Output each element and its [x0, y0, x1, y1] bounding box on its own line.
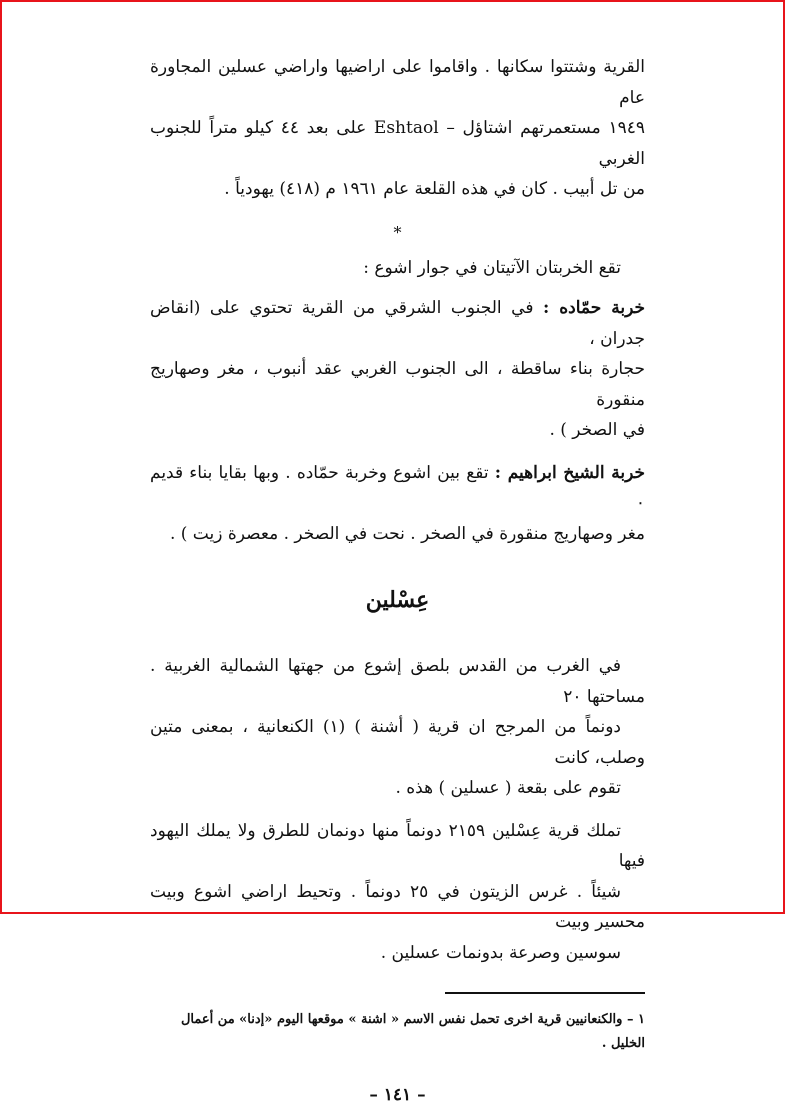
text-line: ١٩٤٩ مستعمرتهم اشتاؤل – Eshtaol على بعد ٤٤ كيلو متراً للجنوب الغربي	[150, 118, 645, 169]
ruin-heading: خربة الشيخ ابراهيم :	[494, 462, 646, 483]
section-paragraph	[150, 651, 645, 804]
text-line	[150, 458, 645, 519]
text-line: تقوم على بقعة ( عسلين ) هذه .	[395, 778, 621, 798]
text-line: من تل أبيب . كان في هذه القلعة عام ١٩٦١ م (٤١٨) يهودياً .	[224, 179, 645, 199]
page-number: – ١٤١ –	[369, 1085, 426, 1105]
text-line: دونماً من المرجح ان قرية ( أشنة ) (١) الكنعانية ، بمعنى متين وصلب، كانت	[150, 717, 645, 768]
ruin-entry-sheikh-ibrahim	[150, 458, 645, 550]
section-separator: *	[393, 222, 402, 242]
text-line: شيئاً . غرس الزيتون في ٢٥ دونماً . وتحيط اراضي اشوع وبيت محسير وبيت	[150, 881, 645, 932]
text-line: سوسين وصرعة بدونمات عسلين .	[380, 942, 621, 963]
footnote-line: ١ – والكنعانيين قرية اخرى تحمل نفس الاسم « اشنة » موقعها اليوم «إدنا» من أعمال	[180, 1012, 645, 1027]
ruin-entry-hammada	[150, 293, 645, 446]
footnote	[150, 1008, 645, 1056]
text-line	[150, 293, 645, 354]
document-page	[150, 52, 645, 1111]
ruins-intro: تقع الخربتان الآتيتان في جوار اشوع :	[363, 257, 621, 278]
ruin-text: في الجنوب الشرقي من القرية تحتوي على (انقاض جدران ،	[150, 298, 645, 349]
text-line: القرية وشتتوا سكانها . واقاموا على اراضيها واراضي عسلين المجاورة عام	[150, 57, 645, 108]
text-line: في الغرب من القدس بلصق إشوع من جهتها الشمالية الغربية . مساحتها ٢٠	[150, 656, 645, 707]
footnote-rule	[445, 992, 645, 994]
text-line: في الصخر ) .	[549, 420, 645, 440]
ruin-heading: خربة حمّاده :	[542, 298, 646, 318]
intro-paragraph	[150, 52, 645, 205]
text-line: تملك قرية عِسْلين ٢١٥٩ دونماً منها دونمان للطرق ولا يملك اليهود فيها	[150, 820, 645, 871]
section-paragraph	[150, 816, 645, 969]
text-line: حجارة بناء ساقطة ، الى الجنوب الغربي عقد أنبوب ، مغر وصهاريج منقورة	[150, 359, 645, 410]
text-line: مغر وصهاريج منقورة في الصخر . نحت في الصخر . معصرة زيت ) .	[169, 523, 645, 544]
footnote-line: الخليل .	[601, 1036, 645, 1051]
section-title: عِسْلين	[365, 587, 430, 613]
ruin-text: تقع بين اشوع وخربة حمّاده . وبها بقايا بناء قديم ٠	[150, 462, 645, 513]
